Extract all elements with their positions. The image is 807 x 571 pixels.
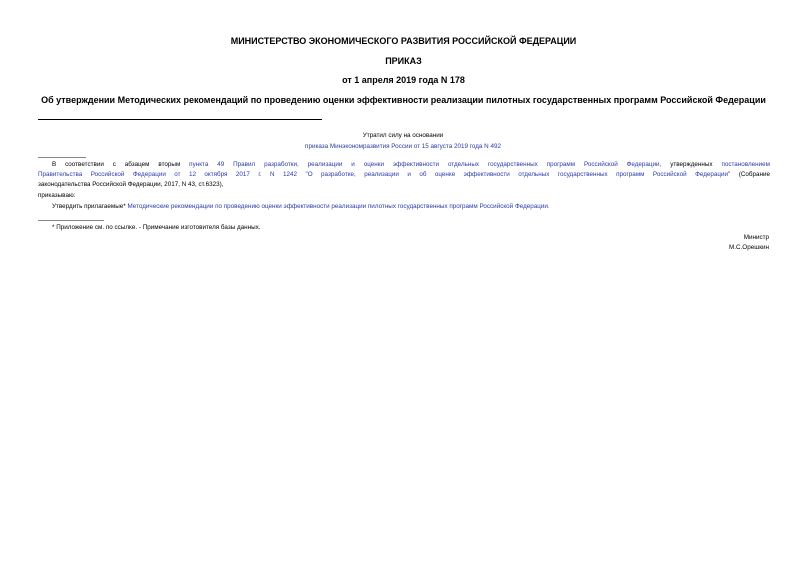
methodical-recommendations-link[interactable]: Методические рекомендации по проведению оценки эффективности реализации пилотных государственных программ Российской Федерации. [127, 203, 550, 210]
paragraph-basis-end: (Собрание [730, 171, 770, 178]
section-divider [38, 157, 86, 158]
doc-type-heading: ПРИКАЗ [385, 56, 422, 66]
paragraph-basis-start: В соответствии с абзацем вторым [52, 161, 190, 168]
signature-name: М.С.Орешкин [729, 244, 769, 251]
title-divider [38, 119, 322, 120]
paragraph-basis-line2 [38, 170, 770, 180]
approve-text: Утвердить прилагаемые* [52, 203, 126, 210]
status-link[interactable]: приказа Минэкономразвития России от 15 августа 2019 года N 492 [305, 143, 501, 150]
signature-position: Министр [743, 234, 769, 241]
paragraph-approve [38, 202, 770, 212]
status-text: Утратил силу на основании [362, 132, 444, 139]
paragraph-basis-line1 [38, 160, 770, 170]
order-word: приказываю: [38, 192, 76, 199]
paragraph-basis-mid: утвержденных [661, 161, 722, 168]
paragraph-basis-line3: законодательства Российской Федерации, 2017, N 43, ст.6323), [38, 181, 224, 188]
resolution-link-part2[interactable]: Правительства Российской Федерации от 12 октября 2017 г. N 1242 "О разработке, реализации и об оценке эффективности отдельных государственных программ Российской Федерации" [38, 171, 731, 178]
footnote-divider [38, 220, 104, 221]
ministry-heading: МИНИСТЕРСТВО ЭКОНОМИЧЕСКОГО РАЗВИТИЯ РОССИЙСКОЙ ФЕДЕРАЦИИ [230, 36, 577, 46]
rules-point-49-link[interactable]: пункта 49 Правил разработки, реализации и оценки эффективности отдельных государственных программ Российской Федерации, [189, 161, 662, 168]
resolution-link-part1[interactable]: постановлением [721, 161, 770, 168]
date-number-heading: от 1 апреля 2019 года N 178 [342, 75, 465, 85]
document-title: Об утверждении Методических рекомендаций по проведению оценки эффективности реализации пилотных государственных программ Российской Федерации [41, 95, 766, 105]
footnote-text: * Приложение см. по ссылке. - Примечание изготовителя базы данных. [52, 224, 261, 231]
